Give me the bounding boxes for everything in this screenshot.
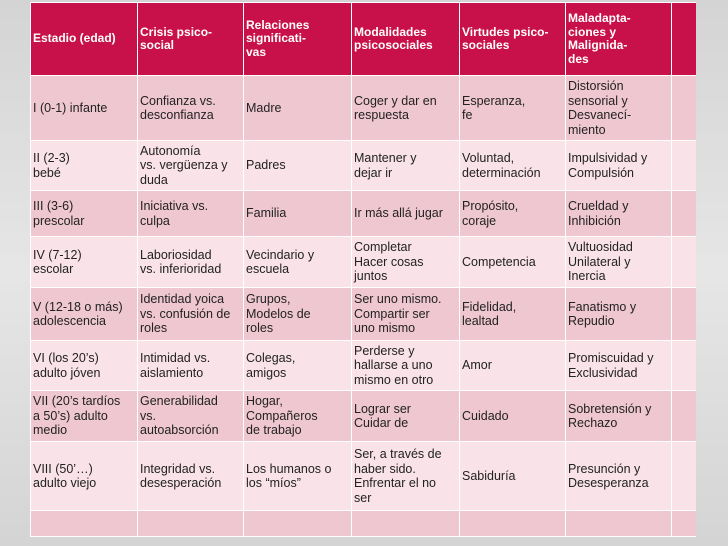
table-cell bbox=[138, 511, 244, 537]
table-cell: Laboriosidad vs. inferioridad bbox=[138, 237, 244, 288]
table-cell: Mantener y dejar ir bbox=[352, 141, 460, 191]
table-row bbox=[31, 442, 697, 511]
table-cell bbox=[672, 237, 697, 288]
table-cell: Intimidad vs. aislamiento bbox=[138, 341, 244, 391]
table-cell: Ser uno mismo. Compartir ser uno mismo bbox=[352, 288, 460, 341]
table-cell: I (0-1) infante bbox=[31, 76, 138, 141]
table-cell: Distorsión sensorial y Desvanecí- miento bbox=[566, 76, 672, 141]
table-row bbox=[31, 511, 697, 537]
table-cell: Integridad vs. desesperación bbox=[138, 442, 244, 511]
header-cell: Virtudes psico- sociales bbox=[460, 3, 566, 76]
table-cell: Iniciativa vs. culpa bbox=[138, 191, 244, 237]
table-cell: Autonomía vs. vergüenza y duda bbox=[138, 141, 244, 191]
table-cell: Coger y dar en respuesta bbox=[352, 76, 460, 141]
table-cell bbox=[672, 391, 697, 442]
table-row bbox=[31, 341, 697, 391]
table-cell: Confianza vs. desconfianza bbox=[138, 76, 244, 141]
table-cell: Sobretensión y Rechazo bbox=[566, 391, 672, 442]
table-cell: VII (20’s tardíos a 50’s) adulto medio bbox=[31, 391, 138, 442]
header-cell: Maladapta- ciones y Malignida- des bbox=[566, 3, 672, 76]
table-cell bbox=[566, 511, 672, 537]
header-cell bbox=[672, 3, 697, 76]
table-cell: Colegas, amigos bbox=[244, 341, 352, 391]
table-cell: Impulsividad y Compulsión bbox=[566, 141, 672, 191]
table-row bbox=[31, 391, 697, 442]
header-cell: Crisis psico- social bbox=[138, 3, 244, 76]
table-cell: IV (7-12) escolar bbox=[31, 237, 138, 288]
table-cell bbox=[672, 442, 697, 511]
table-cell: Promiscuidad y Exclusividad bbox=[566, 341, 672, 391]
table-cell: Fanatismo y Repudio bbox=[566, 288, 672, 341]
table-row bbox=[31, 141, 697, 191]
header-cell: Relaciones significati- vas bbox=[244, 3, 352, 76]
table-cell bbox=[672, 288, 697, 341]
table-cell: Los humanos o los “míos” bbox=[244, 442, 352, 511]
table-cell bbox=[352, 511, 460, 537]
table-cell: Padres bbox=[244, 141, 352, 191]
table-cell: Propósito, coraje bbox=[460, 191, 566, 237]
table-cell: Amor bbox=[460, 341, 566, 391]
table-row bbox=[31, 237, 697, 288]
table-cell: Vultuosidad Unilateral y Inercia bbox=[566, 237, 672, 288]
table-cell: Perderse y hallarse a uno mismo en otro bbox=[352, 341, 460, 391]
table-row bbox=[31, 191, 697, 237]
table-cell bbox=[672, 511, 697, 537]
table-cell bbox=[672, 141, 697, 191]
table-cell bbox=[672, 341, 697, 391]
table-cell: Fidelidad, lealtad bbox=[460, 288, 566, 341]
table-cell: Lograr ser Cuidar de bbox=[352, 391, 460, 442]
table-cell: Identidad yoica vs. confusión de roles bbox=[138, 288, 244, 341]
table-cell: Sabiduría bbox=[460, 442, 566, 511]
table-cell: Grupos, Modelos de roles bbox=[244, 288, 352, 341]
header-cell: Estadio (edad) bbox=[31, 3, 138, 76]
table-cell bbox=[460, 511, 566, 537]
table-cell: V (12-18 o más) adolescencia bbox=[31, 288, 138, 341]
table-cell: Cuidado bbox=[460, 391, 566, 442]
table-cell bbox=[672, 191, 697, 237]
table-cell bbox=[244, 511, 352, 537]
table-cell: Generabilidad vs. autoabsorción bbox=[138, 391, 244, 442]
table-cell: Voluntad, determinación bbox=[460, 141, 566, 191]
table-cell: Crueldad y Inhibición bbox=[566, 191, 672, 237]
table-container bbox=[30, 2, 696, 542]
table-cell: Competencia bbox=[460, 237, 566, 288]
table-cell: Familia bbox=[244, 191, 352, 237]
header-cell: Modalidades psicosociales bbox=[352, 3, 460, 76]
table-cell: Ser, a través de haber sido. Enfrentar el no ser bbox=[352, 442, 460, 511]
table-cell: VIII (50’…) adulto viejo bbox=[31, 442, 138, 511]
table-cell bbox=[672, 76, 697, 141]
table-row bbox=[31, 76, 697, 141]
table-cell: II (2-3) bebé bbox=[31, 141, 138, 191]
table-cell: VI (los 20’s) adulto jóven bbox=[31, 341, 138, 391]
table-cell: Presunción y Desesperanza bbox=[566, 442, 672, 511]
table-cell: Ir más allá jugar bbox=[352, 191, 460, 237]
header-row bbox=[31, 3, 697, 76]
table-row bbox=[31, 288, 697, 341]
table-cell bbox=[31, 511, 138, 537]
table-cell: Madre bbox=[244, 76, 352, 141]
table-cell: Hogar, Compañeros de trabajo bbox=[244, 391, 352, 442]
table-cell: Completar Hacer cosas juntos bbox=[352, 237, 460, 288]
erikson-stages-table bbox=[30, 2, 696, 537]
table-cell: Esperanza, fe bbox=[460, 76, 566, 141]
table-cell: III (3-6) prescolar bbox=[31, 191, 138, 237]
table-cell: Vecindario y escuela bbox=[244, 237, 352, 288]
